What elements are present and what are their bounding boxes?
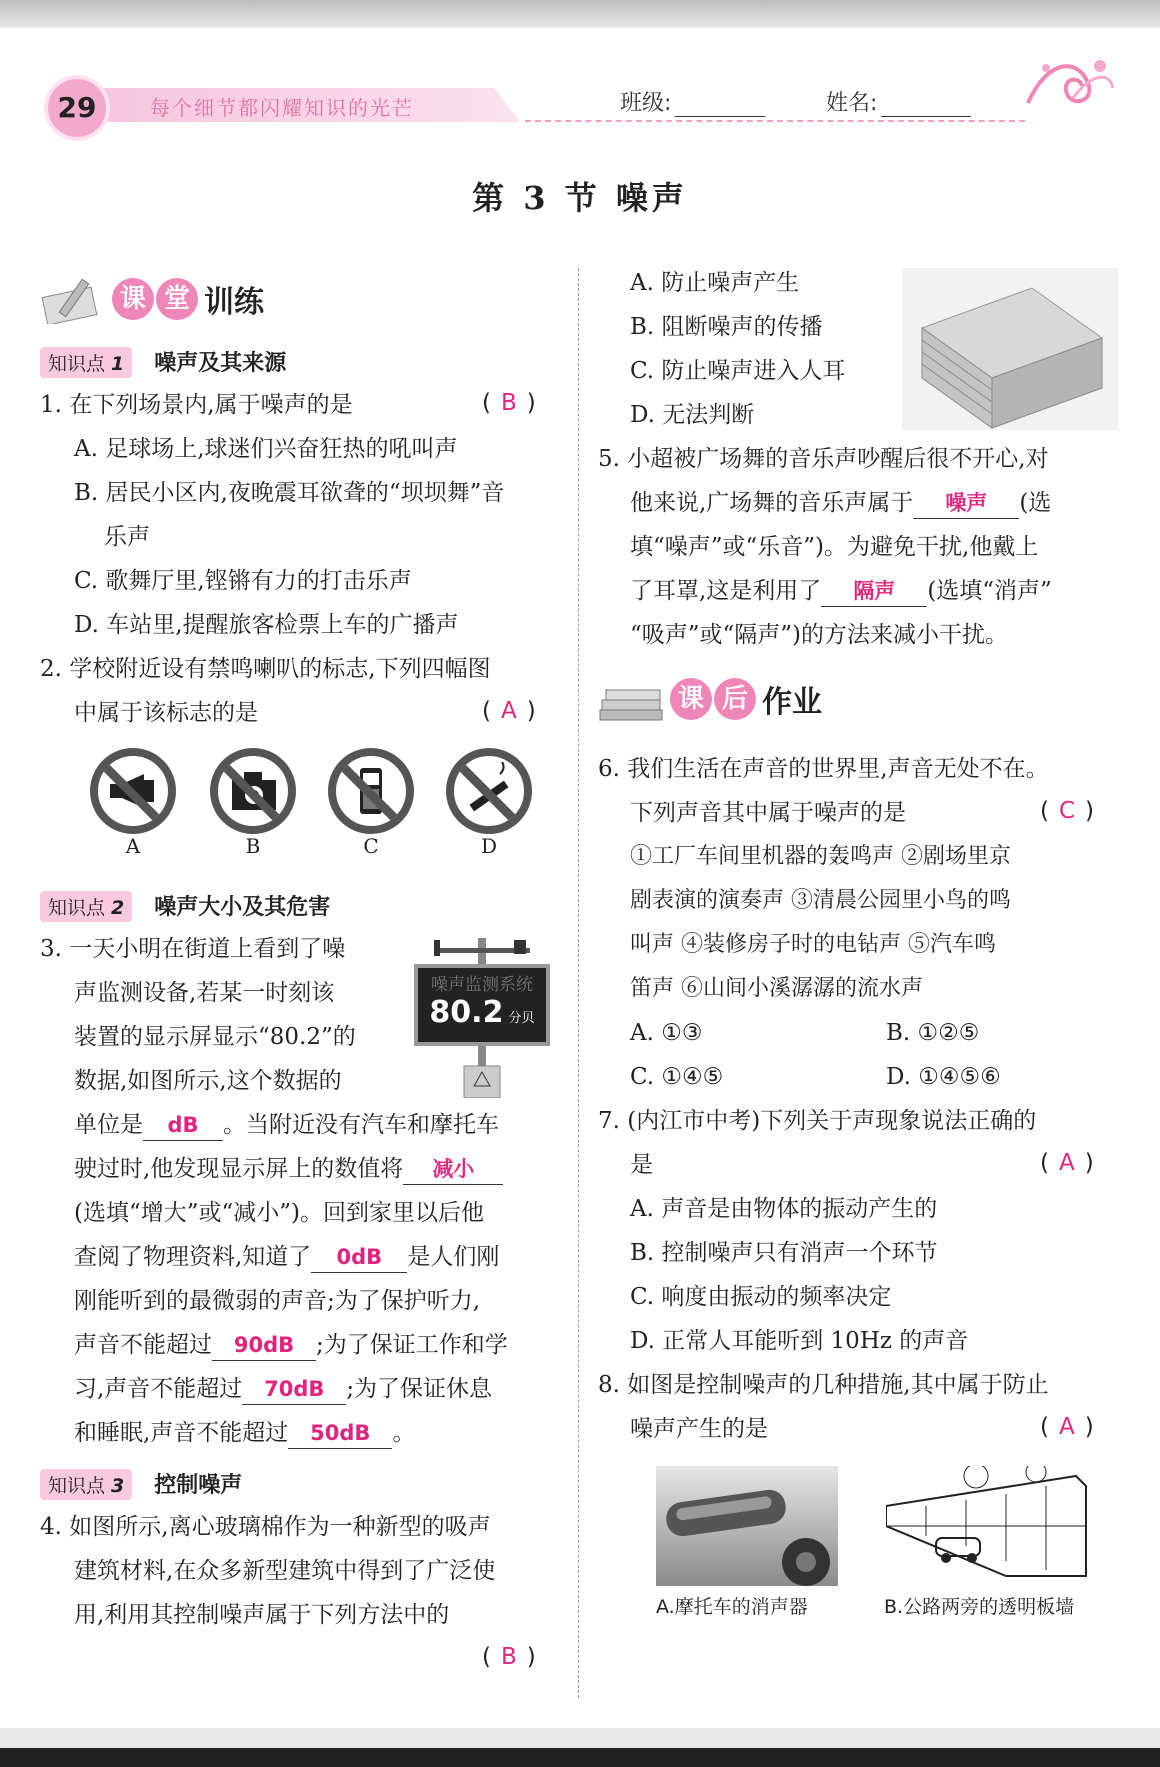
q3-blank-2[interactable]: 减小 [403,1154,503,1185]
sign-d [446,748,532,858]
q7-line1: 7. (内江市中考)下列关于声现象说法正确的 [598,1108,1037,1134]
knowledge-point-3 [40,1468,242,1500]
q3-line3: 装置的显示屏显示“80.2”的 [74,1024,356,1050]
q4-line1: 4. 如图所示,离心玻璃棉作为一种新型的吸声 [40,1514,491,1540]
q3-line7: (选填“增大”或“减小”)。回到家里以后他 [74,1200,484,1226]
q6-option-c: C. ①④⑤ [630,1064,724,1090]
banner-text: 训练 [204,285,264,320]
kp-name: 控制噪声 [154,1473,243,1498]
q4-option-b: B. 阻断噪声的传播 [630,314,823,340]
q3-line4: 数据,如图所示,这个数据的 [74,1068,342,1094]
q4-line3: 用,利用其控制噪声属于下列方法中的 [74,1602,450,1628]
kp-tag: 知识点 3 [40,1469,132,1500]
q5-line5: “吸声”或“隔声”)的方法来减小干扰。 [630,622,1009,648]
q3-blank-5[interactable]: 70dB [242,1374,346,1405]
worksheet-page [0,28,1160,1728]
q4-line2: 建筑材料,在众多新型建筑中得到了广泛使 [74,1558,496,1584]
q3-line5: 单位是 dB 。当附近没有汽车和摩托车 [74,1110,499,1141]
banner-char-2: 后 [714,678,756,720]
sign-b [210,748,296,858]
section-title: 第 3 节 噪声 [472,179,688,217]
q4-option-c: C. 防止噪声进入人耳 [630,358,846,384]
q1-option-c: C. 歌舞厅里,铿锵有力的打击乐声 [74,568,412,594]
q7-option-c: C. 响度由振动的频率决定 [630,1284,892,1310]
sign-a [90,748,176,858]
q7-option-a: A. 声音是由物体的振动产生的 [630,1196,938,1222]
banner-char-1: 课 [112,278,154,320]
highway-barrier-figure [886,1466,1096,1586]
q3-line12: 和睡眠,声音不能超过 50dB 。 [74,1418,415,1449]
q3-line1: 3. 一天小明在街道上看到了噪 [40,936,346,962]
name-field[interactable] [826,86,971,117]
class-field[interactable] [620,86,765,117]
sign-label-c: C [363,834,379,858]
classroom-training-banner [40,274,264,324]
q1-answer: ( B ) [482,390,536,416]
q1-stem: 1. 在下列场景内,属于噪声的是 [40,392,353,418]
bottom-shadow-bar [0,1748,1160,1767]
muffler-icon [656,1466,838,1586]
q3-line10: 声音不能超过 90dB ;为了保证工作和学 [74,1330,508,1361]
q6-option-b: B. ①②⑤ [886,1020,980,1046]
kp-tag: 知识点 2 [40,891,132,922]
q3-line9: 刚能听到的最微弱的声音;为了保护听力, [74,1288,481,1314]
sign-label-d: D [480,834,498,858]
q8-caption-b: B.公路两旁的透明板墙 [884,1596,1075,1618]
knowledge-point-2 [40,890,330,922]
q6-line2: 下列声音其中属于噪声的是 [630,800,906,826]
q3-line8: 查阅了物理资料,知道了 0dB 是人们刚 [74,1242,499,1273]
column-divider [578,268,579,1698]
q3-blank-1[interactable]: dB [143,1110,223,1141]
q5-line1: 5. 小超被广场舞的音乐声吵醒后很不开心,对 [598,446,1049,472]
top-shadow [0,0,1160,28]
homework-banner [598,674,822,724]
glass-wool-figure [902,268,1118,430]
q5-line4: 了耳罩,这是利用了 隔声 (选填“消声” [630,576,1052,607]
q8-line2: 噪声产生的是 [630,1416,768,1442]
sign-label-a: A [125,834,141,858]
q3-blank-3[interactable]: 0dB [311,1242,407,1273]
q2-answer: ( A ) [482,698,536,724]
class-blank[interactable] [675,94,765,117]
page-number: 29 [44,75,110,141]
q8-caption-a: A.摩托车的消声器 [656,1596,808,1618]
name-blank[interactable] [881,94,971,117]
q6-line1: 6. 我们生活在声音的世界里,声音无处不在。 [598,756,1049,782]
q1-option-d: D. 车站里,提醒旅客检票上车的广播声 [74,612,459,638]
monitor-unit: 分贝 [508,1011,535,1026]
sign-label-b: B [245,834,261,858]
kp-tag: 知识点 1 [40,347,132,378]
q1-option-a: A. 足球场上,球迷们兴奋狂热的吼叫声 [74,436,458,462]
q3-line6: 驶过时,他发现显示屏上的数值将 减小 [74,1154,503,1185]
q4-option-a: A. 防止噪声产生 [630,270,800,296]
road-barrier-icon [886,1466,1096,1586]
noise-monitor-figure [414,938,554,1098]
q1-option-b: B. 居民小区内,夜晚震耳欲聋的“坝坝舞”音 [74,480,505,506]
q6-items-2: 剧表演的演奏声 ③清晨公园里小鸟的鸣 [630,888,1011,913]
floral-ornament-icon [1018,48,1118,118]
q4-answer: ( B ) [482,1644,536,1670]
knowledge-point-1 [40,346,286,378]
q2-line2: 中属于该标志的是 [74,700,258,726]
q6-items-4: 笛声 ⑥山间小溪潺潺的流水声 [630,976,923,1001]
q8-line1: 8. 如图是控制噪声的几种措施,其中属于防止 [598,1372,1049,1398]
q6-option-d: D. ①④⑤⑥ [886,1064,1001,1090]
q5-blank-1[interactable]: 噪声 [913,488,1019,519]
q3-line11: 习,声音不能超过 70dB ;为了保证休息 [74,1374,492,1405]
q3-line2: 声监测设备,若某一时刻该 [74,980,335,1006]
banner-char-2: 堂 [156,278,198,320]
q7-option-d: D. 正常人耳能听到 10Hz 的声音 [630,1328,969,1354]
books-icon [598,674,670,724]
header-motto: 每个细节都闪耀知识的光芒 [150,96,414,120]
q7-answer: ( A ) [1040,1150,1094,1176]
q8-answer: ( A ) [1040,1414,1094,1440]
monitor-system-label: 噪声监测系统 [431,975,533,995]
banner-text: 作业 [762,685,822,720]
q4-option-d: D. 无法判断 [630,402,755,428]
q5-line3: 填“噪声”或“乐音”)。为避免干扰,他戴上 [630,534,1039,560]
q5-line2: 他来说,广场舞的音乐声属于 噪声 (选 [630,488,1051,519]
q6-answer: ( C ) [1040,798,1095,824]
q3-blank-4[interactable]: 90dB [212,1330,316,1361]
header-dashed-line [525,120,1025,122]
class-label: 班级: [620,91,672,116]
kp-name: 噪声大小及其危害 [154,895,331,920]
q7-line2: 是 [630,1152,653,1178]
q2-line1: 2. 学校附近设有禁鸣喇叭的标志,下列四幅图 [40,656,491,682]
monitor-screen [414,964,550,1046]
q6-items-3: 叫声 ④装修房子时的电钻声 ⑤汽车鸣 [630,932,996,957]
motorcycle-muffler-figure [656,1466,838,1586]
monitor-value: 80.2 [429,995,504,1030]
q6-option-a: A. ①③ [630,1020,703,1046]
q6-items-1: ①工厂车间里机器的轰鸣声 ②剧场里京 [630,844,1011,869]
notebook-pencil-icon [40,274,112,324]
glass-wool-boards-icon [902,268,1118,430]
q1-option-b-cont: 乐声 [104,524,150,550]
q7-option-b: B. 控制噪声只有消声一个环节 [630,1240,938,1266]
sign-c [328,748,414,858]
name-label: 姓名: [826,91,878,116]
q5-blank-2[interactable]: 隔声 [821,576,927,607]
kp-name: 噪声及其来源 [154,351,287,376]
q3-blank-6[interactable]: 50dB [288,1418,392,1449]
banner-char-1: 课 [670,678,712,720]
